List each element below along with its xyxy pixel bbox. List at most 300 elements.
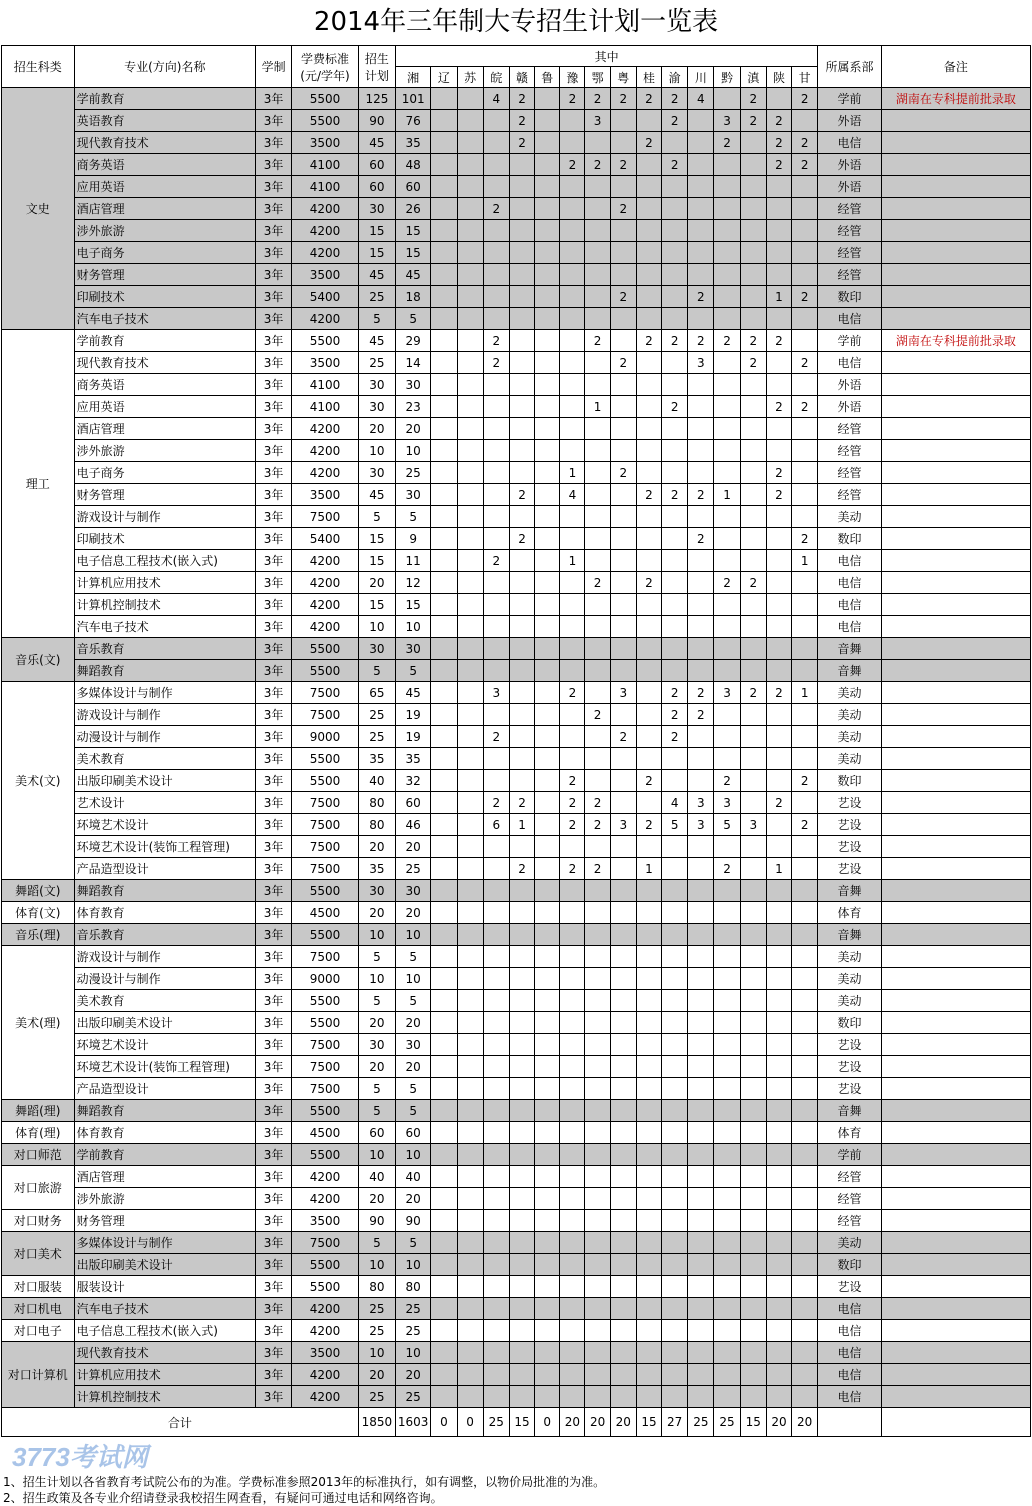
province-quota-cell (740, 1364, 766, 1386)
province-quota-cell (585, 462, 610, 484)
major-cell: 学前教育 (74, 330, 255, 352)
province-quota-cell (610, 506, 636, 528)
major-cell: 音乐教育 (74, 924, 255, 946)
province-quota-cell (509, 220, 534, 242)
remark-cell (881, 1056, 1030, 1078)
province-quota-cell (688, 374, 714, 396)
duration-cell: 3年 (255, 176, 291, 198)
table-row (2, 176, 1031, 198)
province-quota-cell (740, 264, 766, 286)
province-quota-cell (714, 902, 740, 924)
province-quota-cell (688, 462, 714, 484)
duration-cell: 3年 (255, 880, 291, 902)
fee-cell: 7500 (292, 792, 359, 814)
header-province: 鲁 (535, 67, 560, 88)
department-cell: 外语 (818, 176, 881, 198)
province-quota-cell (714, 880, 740, 902)
province-quota-cell (457, 1320, 483, 1342)
province-quota-cell (535, 726, 560, 748)
province-quota-cell: 2 (688, 484, 714, 506)
province-quota-cell (740, 1342, 766, 1364)
province-quota-cell (431, 660, 457, 682)
department-cell: 学前 (818, 88, 881, 110)
plan-cell: 10 (358, 440, 395, 462)
province-quota-cell (560, 264, 585, 286)
province-quota-cell (636, 1386, 661, 1408)
province-quota-cell (509, 440, 534, 462)
major-cell: 电子信息工程技术(嵌入式) (74, 550, 255, 572)
department-cell: 音舞 (818, 1100, 881, 1122)
fee-cell: 4200 (292, 616, 359, 638)
province-quota-cell (662, 946, 688, 968)
province-quota-cell (431, 484, 457, 506)
department-cell: 外语 (818, 154, 881, 176)
province-quota-cell (509, 1210, 534, 1232)
category-cell: 舞蹈(理) (2, 1100, 75, 1122)
duration-cell: 3年 (255, 1078, 291, 1100)
province-quota-cell (457, 176, 483, 198)
remark-cell (881, 990, 1030, 1012)
province-quota-cell (483, 1364, 509, 1386)
province-quota-cell (740, 924, 766, 946)
province-quota-cell: 25 (396, 1320, 431, 1342)
province-quota-cell (535, 550, 560, 572)
province-quota-cell (662, 220, 688, 242)
province-quota-cell (688, 1078, 714, 1100)
province-quota-cell (636, 638, 661, 660)
province-quota-cell (610, 1342, 636, 1364)
province-quota-cell (714, 1254, 740, 1276)
province-quota-cell (457, 1342, 483, 1364)
province-quota-cell (740, 836, 766, 858)
remark-cell (881, 572, 1030, 594)
province-quota-cell (688, 1386, 714, 1408)
province-quota-cell: 101 (396, 88, 431, 110)
duration-cell: 3年 (255, 1056, 291, 1078)
province-quota-cell (457, 264, 483, 286)
total-province-cell: 20 (766, 1408, 791, 1437)
province-quota-cell (509, 902, 534, 924)
province-quota-cell: 15 (396, 594, 431, 616)
department-cell: 艺设 (818, 792, 881, 814)
province-quota-cell (560, 418, 585, 440)
province-quota-cell (509, 352, 534, 374)
category-cell: 对口计算机 (2, 1342, 75, 1408)
province-quota-cell (585, 242, 610, 264)
major-cell: 游戏设计与制作 (74, 506, 255, 528)
province-quota-cell (457, 968, 483, 990)
table-row (2, 528, 1031, 550)
province-quota-cell (792, 176, 818, 198)
province-quota-cell (740, 770, 766, 792)
major-cell: 计算机应用技术 (74, 572, 255, 594)
province-quota-cell: 5 (396, 1100, 431, 1122)
major-cell: 环境艺术设计(装饰工程管理) (74, 1056, 255, 1078)
province-quota-cell: 2 (792, 286, 818, 308)
department-cell: 经管 (818, 440, 881, 462)
plan-cell: 25 (358, 1320, 395, 1342)
fee-cell: 5500 (292, 990, 359, 1012)
header-remark: 备注 (881, 46, 1030, 88)
province-quota-cell (560, 902, 585, 924)
province-quota-cell (636, 880, 661, 902)
province-quota-cell (560, 704, 585, 726)
province-quota-cell (610, 528, 636, 550)
province-quota-cell (483, 704, 509, 726)
table-row (2, 858, 1031, 880)
remark-cell (881, 792, 1030, 814)
province-quota-cell: 10 (396, 1254, 431, 1276)
province-quota-cell (714, 594, 740, 616)
province-quota-cell (483, 374, 509, 396)
header-among: 其中 (396, 46, 818, 67)
department-cell: 体育 (818, 1122, 881, 1144)
province-quota-cell (585, 1342, 610, 1364)
province-quota-cell (535, 1078, 560, 1100)
province-quota-cell (535, 1012, 560, 1034)
province-quota-cell: 2 (714, 132, 740, 154)
province-quota-cell (766, 550, 791, 572)
duration-cell: 3年 (255, 1232, 291, 1254)
province-quota-cell (688, 1276, 714, 1298)
province-quota-cell: 2 (610, 286, 636, 308)
province-quota-cell (535, 1364, 560, 1386)
province-quota-cell: 2 (483, 792, 509, 814)
plan-cell: 45 (358, 330, 395, 352)
province-quota-cell (688, 880, 714, 902)
fee-cell: 4500 (292, 902, 359, 924)
province-quota-cell (431, 308, 457, 330)
province-quota-cell (535, 220, 560, 242)
province-quota-cell: 26 (396, 198, 431, 220)
fee-cell: 4200 (292, 1320, 359, 1342)
remark-cell (881, 154, 1030, 176)
province-quota-cell (560, 1342, 585, 1364)
plan-cell: 10 (358, 1342, 395, 1364)
province-quota-cell (662, 968, 688, 990)
province-quota-cell: 2 (509, 88, 534, 110)
province-quota-cell (714, 836, 740, 858)
province-quota-cell (585, 528, 610, 550)
major-cell: 出版印刷美术设计 (74, 770, 255, 792)
department-cell: 美动 (818, 946, 881, 968)
fee-cell: 3500 (292, 1210, 359, 1232)
duration-cell: 3年 (255, 990, 291, 1012)
remark-cell (881, 946, 1030, 968)
category-cell: 对口师范 (2, 1144, 75, 1166)
province-quota-cell (766, 748, 791, 770)
province-quota-cell (740, 1078, 766, 1100)
province-quota-cell (509, 1166, 534, 1188)
province-quota-cell (714, 1078, 740, 1100)
province-quota-cell (662, 1034, 688, 1056)
total-plan: 1850 (358, 1408, 395, 1437)
province-quota-cell (688, 1188, 714, 1210)
province-quota-cell: 2 (560, 770, 585, 792)
province-quota-cell (766, 594, 791, 616)
table-row (2, 374, 1031, 396)
department-cell: 艺设 (818, 858, 881, 880)
province-quota-cell (688, 1232, 714, 1254)
province-quota-cell (535, 924, 560, 946)
department-cell: 美动 (818, 704, 881, 726)
province-quota-cell (509, 1232, 534, 1254)
province-quota-cell (535, 418, 560, 440)
fee-cell: 5500 (292, 1144, 359, 1166)
province-quota-cell (457, 374, 483, 396)
province-quota-cell (636, 418, 661, 440)
remark-cell (881, 748, 1030, 770)
category-cell: 美术(理) (2, 946, 75, 1100)
province-quota-cell (431, 88, 457, 110)
fee-cell: 7500 (292, 946, 359, 968)
duration-cell: 3年 (255, 1320, 291, 1342)
province-quota-cell (714, 264, 740, 286)
province-quota-cell (483, 968, 509, 990)
province-quota-cell (714, 154, 740, 176)
department-cell: 外语 (818, 396, 881, 418)
province-quota-cell (457, 1232, 483, 1254)
province-quota-cell (662, 990, 688, 1012)
province-quota-cell: 35 (396, 748, 431, 770)
province-quota-cell: 2 (636, 814, 661, 836)
province-quota-cell (714, 418, 740, 440)
province-quota-cell (509, 638, 534, 660)
province-quota-cell (740, 198, 766, 220)
province-quota-cell (610, 902, 636, 924)
table-row (2, 836, 1031, 858)
province-quota-cell (509, 1254, 534, 1276)
province-quota-cell (636, 1012, 661, 1034)
province-quota-cell (688, 858, 714, 880)
province-quota-cell (740, 1320, 766, 1342)
category-cell: 体育(理) (2, 1122, 75, 1144)
department-cell: 经管 (818, 418, 881, 440)
province-quota-cell (610, 1254, 636, 1276)
province-quota-cell (636, 902, 661, 924)
province-quota-cell (662, 1254, 688, 1276)
province-quota-cell (509, 660, 534, 682)
province-quota-cell: 2 (610, 352, 636, 374)
province-quota-cell (509, 308, 534, 330)
department-cell: 经管 (818, 264, 881, 286)
remark-cell: 湖南在专科提前批录取 (881, 330, 1030, 352)
province-quota-cell (457, 1386, 483, 1408)
province-quota-cell (509, 1100, 534, 1122)
province-quota-cell (483, 836, 509, 858)
province-quota-cell (740, 902, 766, 924)
major-cell: 汽车电子技术 (74, 1298, 255, 1320)
province-quota-cell (483, 242, 509, 264)
province-quota-cell (483, 616, 509, 638)
province-quota-cell (610, 1144, 636, 1166)
province-quota-cell (766, 220, 791, 242)
province-quota-cell: 2 (585, 814, 610, 836)
province-quota-cell (535, 748, 560, 770)
department-cell: 艺设 (818, 1078, 881, 1100)
province-quota-cell (766, 616, 791, 638)
remark-cell (881, 660, 1030, 682)
province-quota-cell (509, 264, 534, 286)
department-cell: 经管 (818, 484, 881, 506)
province-quota-cell (610, 220, 636, 242)
province-quota-cell (662, 1100, 688, 1122)
province-quota-cell (792, 220, 818, 242)
major-cell: 环境艺术设计 (74, 814, 255, 836)
major-cell: 现代教育技术 (74, 1342, 255, 1364)
province-quota-cell: 2 (560, 682, 585, 704)
fee-cell: 4200 (292, 1386, 359, 1408)
province-quota-cell (535, 660, 560, 682)
fee-cell: 5500 (292, 88, 359, 110)
province-quota-cell (535, 792, 560, 814)
enrollment-plan-table (1, 45, 1031, 1437)
duration-cell: 3年 (255, 198, 291, 220)
province-quota-cell: 2 (688, 704, 714, 726)
province-quota-cell (585, 308, 610, 330)
province-quota-cell (766, 1034, 791, 1056)
table-row (2, 660, 1031, 682)
province-quota-cell (457, 110, 483, 132)
province-quota-cell (610, 1386, 636, 1408)
province-quota-cell (560, 396, 585, 418)
province-quota-cell: 2 (766, 484, 791, 506)
province-quota-cell (457, 704, 483, 726)
province-quota-cell (792, 1188, 818, 1210)
province-quota-cell (688, 506, 714, 528)
province-quota-cell (792, 968, 818, 990)
remark-cell (881, 594, 1030, 616)
province-quota-cell (792, 374, 818, 396)
province-quota-cell (792, 1078, 818, 1100)
table-row (2, 396, 1031, 418)
province-quota-cell (431, 770, 457, 792)
fee-cell: 9000 (292, 968, 359, 990)
province-quota-cell (792, 594, 818, 616)
department-cell: 经管 (818, 220, 881, 242)
province-quota-cell (457, 792, 483, 814)
remark-cell (881, 506, 1030, 528)
province-quota-cell (560, 1078, 585, 1100)
table-row (2, 264, 1031, 286)
province-quota-cell (636, 1276, 661, 1298)
department-cell: 美动 (818, 968, 881, 990)
province-quota-cell (509, 946, 534, 968)
plan-cell: 10 (358, 924, 395, 946)
header-province: 赣 (509, 67, 534, 88)
province-quota-cell (535, 396, 560, 418)
plan-cell: 35 (358, 748, 395, 770)
total-province-cell: 15 (509, 1408, 534, 1437)
province-quota-cell (610, 748, 636, 770)
province-quota-cell: 3 (740, 814, 766, 836)
province-quota-cell (636, 308, 661, 330)
province-quota-cell (610, 594, 636, 616)
province-quota-cell (740, 1166, 766, 1188)
remark-cell (881, 1210, 1030, 1232)
province-quota-cell (457, 132, 483, 154)
province-quota-cell (766, 638, 791, 660)
department-cell: 体育 (818, 902, 881, 924)
province-quota-cell (560, 330, 585, 352)
province-quota-cell (535, 858, 560, 880)
province-quota-cell (431, 440, 457, 462)
province-quota-cell: 5 (662, 814, 688, 836)
fee-cell: 3500 (292, 352, 359, 374)
province-quota-cell (636, 110, 661, 132)
fee-cell: 7500 (292, 858, 359, 880)
province-quota-cell (688, 748, 714, 770)
province-quota-cell (740, 704, 766, 726)
province-quota-cell (610, 924, 636, 946)
province-quota-cell (431, 836, 457, 858)
province-quota-cell (740, 660, 766, 682)
province-quota-cell (431, 1254, 457, 1276)
plan-cell: 60 (358, 154, 395, 176)
province-quota-cell (714, 1232, 740, 1254)
province-quota-cell (431, 704, 457, 726)
province-quota-cell (636, 1320, 661, 1342)
province-quota-cell: 2 (509, 110, 534, 132)
province-quota-cell (662, 660, 688, 682)
province-quota-cell (688, 1166, 714, 1188)
province-quota-cell (431, 1342, 457, 1364)
fee-cell: 7500 (292, 814, 359, 836)
province-quota-cell (483, 748, 509, 770)
header-province: 甘 (792, 67, 818, 88)
province-quota-cell (792, 506, 818, 528)
province-quota-cell (740, 220, 766, 242)
province-quota-cell: 2 (688, 682, 714, 704)
duration-cell: 3年 (255, 748, 291, 770)
province-quota-cell (610, 770, 636, 792)
duration-cell: 3年 (255, 1298, 291, 1320)
table-row (2, 88, 1031, 110)
fee-cell: 4100 (292, 176, 359, 198)
duration-cell: 3年 (255, 1144, 291, 1166)
province-quota-cell (457, 638, 483, 660)
province-quota-cell: 25 (396, 1298, 431, 1320)
province-quota-cell: 2 (636, 88, 661, 110)
fee-cell: 4200 (292, 198, 359, 220)
remark-cell (881, 1320, 1030, 1342)
province-quota-cell (535, 836, 560, 858)
province-quota-cell: 12 (396, 572, 431, 594)
province-quota-cell (457, 220, 483, 242)
province-quota-cell (766, 308, 791, 330)
province-quota-cell (636, 726, 661, 748)
major-cell: 应用英语 (74, 176, 255, 198)
duration-cell: 3年 (255, 1100, 291, 1122)
province-quota-cell: 2 (740, 110, 766, 132)
remark-cell (881, 1122, 1030, 1144)
category-cell: 音乐(文) (2, 638, 75, 682)
department-cell: 音舞 (818, 880, 881, 902)
province-quota-cell (766, 264, 791, 286)
duration-cell: 3年 (255, 506, 291, 528)
province-quota-cell (431, 286, 457, 308)
fee-cell: 4100 (292, 154, 359, 176)
category-cell: 理工 (2, 330, 75, 638)
plan-cell: 10 (358, 616, 395, 638)
plan-cell: 125 (358, 88, 395, 110)
province-quota-cell: 20 (396, 418, 431, 440)
department-cell: 音舞 (818, 924, 881, 946)
province-quota-cell (610, 1210, 636, 1232)
province-quota-cell (509, 1012, 534, 1034)
province-quota-cell (535, 286, 560, 308)
province-quota-cell (714, 528, 740, 550)
